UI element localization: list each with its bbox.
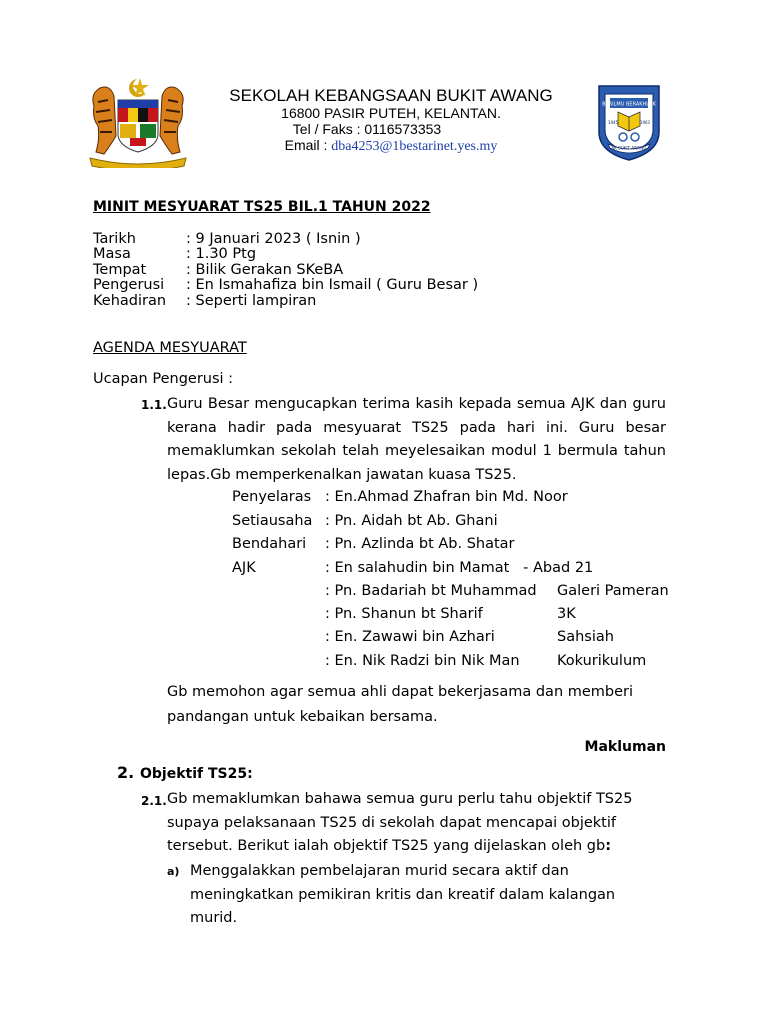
detail-value-pengerusi: : En Ismahafiza bin Ismail ( Guru Besar ) [186,277,479,293]
detail-value-masa: : 1.30 Ptg [186,246,257,262]
email-link[interactable]: dba4253@1bestarinet.yes.my [331,139,498,154]
detail-value-tempat: : Bilik Gerakan SKeBA [186,262,344,278]
school-email-line [220,137,562,155]
school-badge-logo [596,82,662,162]
item-text-1-1: Guru Besar mengucapkan terima kasih kepada semua AJK dan guru kerana hadir pada mesyuarat TS25 pada hari ini. Guru besar memaklumkan sekolah telah meyelesaikan modul 1 bermula tahun lepas.Gb memperkenalkan jawatan kuasa TS25. [167,396,666,483]
item-text-2-1 [167,788,642,859]
committee-name-ajk-1: : En salahudin bin Mamat - Abad 21 [325,560,594,576]
badge-motto: BERILMU BERAKHLAK [602,101,656,108]
item-text-2-1-body: Gb memaklumkan bahawa semua guru perlu tahu objektif TS25 supaya pelaksanaan TS25 di sekolah dapat mencapai objektif tersebut. Berikut ialah objektif TS25 yang dijelaskan oleh gb [167,791,633,854]
item-text-a: Menggalakkan pembelajaran murid secara aktif dan meningkatkan pemikiran kritis dan kreatif dalam kalangan murid. [190,863,616,926]
item-number-2-1: 2.1. [141,794,167,808]
committee-role-penyelaras: Penyelaras [232,489,312,505]
detail-label-pengerusi: Pengerusi [93,277,165,293]
makluman-label: Makluman [584,739,666,755]
detail-label-kehadiran: Kehadiran [93,293,167,309]
coat-of-arms-logo [86,76,190,168]
opening-label: Ucapan Pengerusi : [93,371,234,387]
committee-name-setiausaha: : Pn. Aidah bt Ab. Ghani [325,513,498,529]
committee-name-bendahari: : Pn. Azlinda bt Ab. Shatar [325,536,515,552]
committee-name-ajk-3: : Pn. Shanun bt Sharif [325,606,483,622]
item-letter-a: a) [167,865,180,878]
closing-text: Gb memohon agar semua ahli dapat bekerjasama dan memberi pandangan untuk kebaikan bersama. [167,684,634,725]
committee-area-ajk-5: Kokurikulum [557,653,647,669]
section-2-title: Objektif TS25: [140,766,253,782]
item-number-1-1: 1.1. [141,398,167,412]
badge-school-name: SK BUKIT AWANG [611,145,647,151]
committee-role-ajk: AJK [232,560,256,576]
committee-area-ajk-2: Galeri Pameran [557,583,669,599]
section-2-number: 2. [117,763,135,782]
detail-value-kehadiran: : Seperti lampiran [186,293,317,309]
document-title: MINIT MESYUARAT TS25 BIL.1 TAHUN 2022 [93,199,431,215]
committee-name-ajk-4: : En. Zawawi bin Azhari [325,629,495,645]
school-address: 16800 PASIR PUTEH, KELANTAN. [281,105,501,121]
detail-value-tarikh: : 9 Januari 2023 ( Isnin ) [186,231,361,247]
committee-role-setiausaha: Setiausaha [232,513,313,529]
badge-year-right: 1963 [639,120,651,125]
agenda-heading: AGENDA MESYUARAT [93,340,247,356]
detail-label-tempat: Tempat [93,262,147,278]
email-label: Email : [284,137,332,153]
detail-label-tarikh: Tarikh [93,231,136,247]
committee-area-ajk-4: Sahsiah [557,629,614,645]
committee-name-penyelaras: : En.Ahmad Zhafran bin Md. Noor [325,489,568,505]
committee-area-ajk-3: 3K [557,606,576,622]
item-text-2-1-colon: : [605,838,612,854]
school-name: SEKOLAH KEBANGSAAN BUKIT AWANG [229,86,553,105]
badge-year-left: 1945 [607,120,619,125]
committee-name-ajk-2: : Pn. Badariah bt Muhammad [325,583,537,599]
committee-name-ajk-5: : En. Nik Radzi bin Nik Man [325,653,520,669]
school-phone: Tel / Faks : 0116573353 [292,121,442,137]
committee-role-bendahari: Bendahari [232,536,307,552]
detail-label-masa: Masa [93,246,131,262]
